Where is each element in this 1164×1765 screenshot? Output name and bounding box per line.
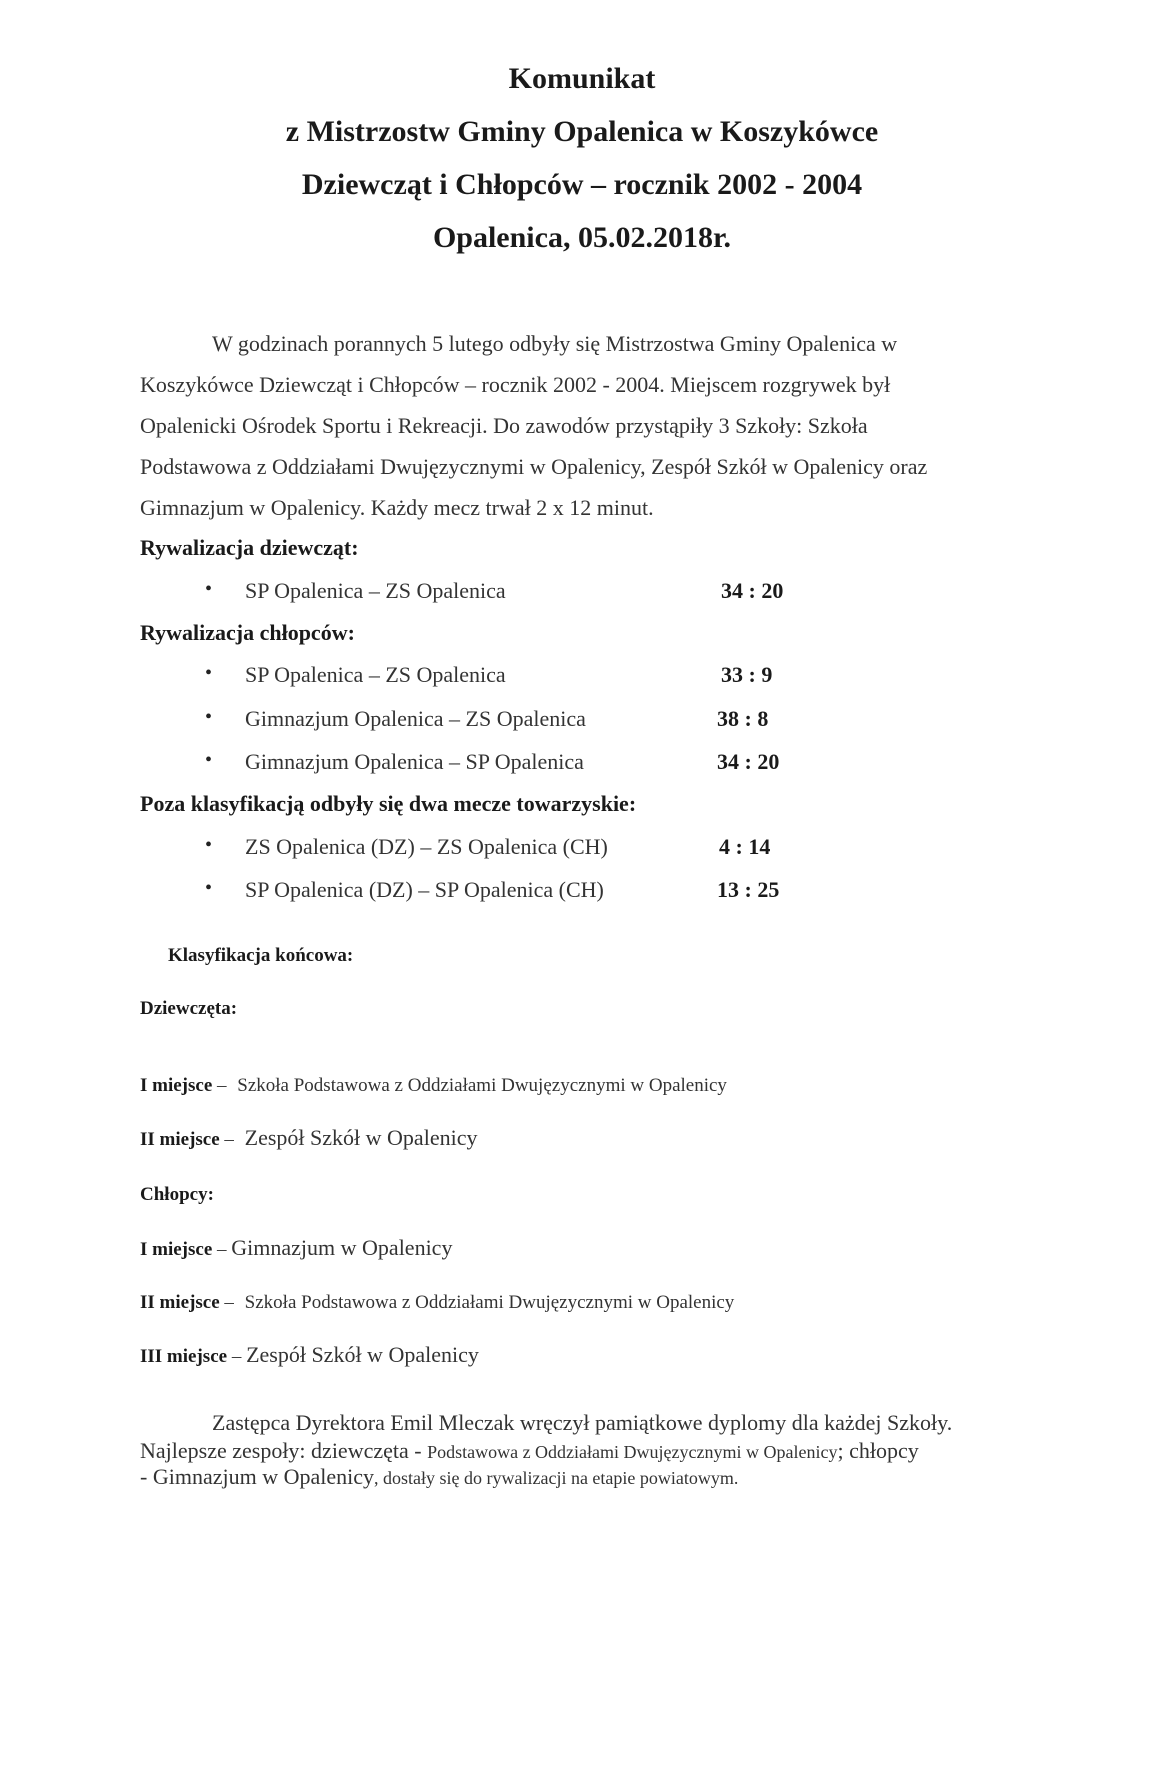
place-dash: – — [219, 1292, 239, 1313]
final-boys-heading: Chłopcy: — [140, 1184, 214, 1205]
place-school: Zespół Szkół w Opalenicy — [246, 1342, 479, 1367]
place-label: I miejsce — [140, 1239, 213, 1260]
place-school: Gimnazjum w Opalenicy — [231, 1235, 453, 1260]
match-teams: SP Opalenica – ZS Opalenica — [245, 662, 506, 687]
ranking-row — [140, 1235, 452, 1261]
place-label: II miejsce — [140, 1292, 220, 1313]
bullet-icon: • — [205, 706, 213, 728]
closing-text: ; chłopcy — [837, 1438, 919, 1463]
match-score: 13 : 25 — [717, 877, 780, 902]
ranking-row — [140, 1342, 479, 1368]
document-title — [0, 52, 1164, 264]
ranking-row — [140, 1292, 734, 1314]
match-teams: ZS Opalenica (DZ) – ZS Opalenica (CH) — [245, 834, 608, 859]
closing-text: - Gimnazjum w Opalenicy — [140, 1464, 374, 1489]
match-row — [205, 706, 905, 736]
intro-paragraph — [140, 323, 1020, 528]
place-dash: – — [227, 1346, 247, 1367]
intro-line: W godzinach porannych 5 lutego odbyły się Mistrzostwa Gminy Opalenica w — [212, 331, 898, 356]
title-line-3: Dziewcząt i Chłopców – rocznik 2002 - 2004 — [301, 168, 863, 201]
intro-line: Podstawowa z Oddziałami Dwujęzycznymi w Opalenicy, Zespół Szkół w Opalenicy oraz — [140, 454, 928, 479]
place-school: Szkoła Podstawowa z Oddziałami Dwujęzycznymi w Opalenicy — [244, 1292, 735, 1313]
intro-line: Gimnazjum w Opalenicy. Każdy mecz trwał 2 x 12 minut. — [140, 495, 654, 520]
bullet-icon: • — [205, 749, 213, 771]
boys-heading: Rywalizacja chłopców: — [140, 620, 355, 645]
place-dash: – — [212, 1075, 232, 1096]
girls-heading: Rywalizacja dziewcząt: — [140, 535, 359, 560]
match-score: 4 : 14 — [719, 834, 771, 859]
match-row — [205, 662, 905, 692]
closing-line — [140, 1464, 1040, 1490]
place-school: Szkoła Podstawowa z Oddziałami Dwujęzycznymi w Opalenicy — [237, 1075, 727, 1096]
place-label: III miejsce — [140, 1346, 228, 1367]
intro-line: Koszykówce Dziewcząt i Chłopców – rocznik 2002 - 2004. Miejscem rozgrywek był — [140, 372, 891, 397]
place-label: II miejsce — [140, 1129, 220, 1150]
place-school: Zespół Szkół w Opalenicy — [244, 1125, 478, 1150]
title-line-2: z Mistrzostw Gminy Opalenica w Koszykówce — [285, 115, 879, 148]
closing-text: Najlepsze zespoły: dziewczęta - — [140, 1438, 428, 1463]
ranking-row — [140, 1125, 477, 1151]
friendly-heading: Poza klasyfikacją odbyły się dwa mecze towarzyskie: — [140, 791, 637, 816]
match-row — [205, 834, 905, 864]
closing-text: , dostały się do rywalizacji na etapie powiatowym. — [374, 1468, 739, 1488]
match-score: 38 : 8 — [717, 706, 769, 731]
closing-paragraph — [140, 1408, 1040, 1490]
match-row — [205, 877, 905, 907]
place-label: I miejsce — [140, 1075, 213, 1096]
closing-line — [140, 1438, 1040, 1464]
match-teams: SP Opalenica (DZ) – SP Opalenica (CH) — [245, 877, 604, 902]
bullet-icon: • — [205, 662, 213, 684]
title-line-4: Opalenica, 05.02.2018r. — [432, 221, 732, 254]
closing-text: Podstawowa z Oddziałami Dwujęzycznymi w Opalenicy — [427, 1442, 838, 1462]
final-classification-heading: Klasyfikacja końcowa: — [168, 945, 354, 966]
match-teams: Gimnazjum Opalenica – ZS Opalenica — [245, 706, 586, 731]
match-row — [205, 578, 905, 608]
title-line-1: Komunikat — [508, 62, 656, 95]
intro-line: Opalenicki Ośrodek Sportu i Rekreacji. Do zawodów przystąpiły 3 Szkoły: Szkoła — [140, 413, 868, 438]
bullet-icon: • — [205, 834, 213, 856]
closing-line: Zastępca Dyrektora Emil Mleczak wręczył pamiątkowe dyplomy dla każdej Szkoły. — [212, 1410, 953, 1435]
place-dash: – — [219, 1129, 239, 1150]
final-girls-heading: Dziewczęta: — [140, 998, 238, 1019]
match-row — [205, 749, 905, 779]
bullet-icon: • — [205, 578, 213, 600]
match-score: 34 : 20 — [721, 578, 784, 603]
match-teams: SP Opalenica – ZS Opalenica — [245, 578, 506, 603]
bullet-icon: • — [205, 877, 213, 899]
ranking-row — [140, 1075, 727, 1097]
match-teams: Gimnazjum Opalenica – SP Opalenica — [245, 749, 584, 774]
place-dash: – — [212, 1239, 232, 1260]
match-score: 33 : 9 — [721, 662, 773, 687]
match-score: 34 : 20 — [717, 749, 780, 774]
